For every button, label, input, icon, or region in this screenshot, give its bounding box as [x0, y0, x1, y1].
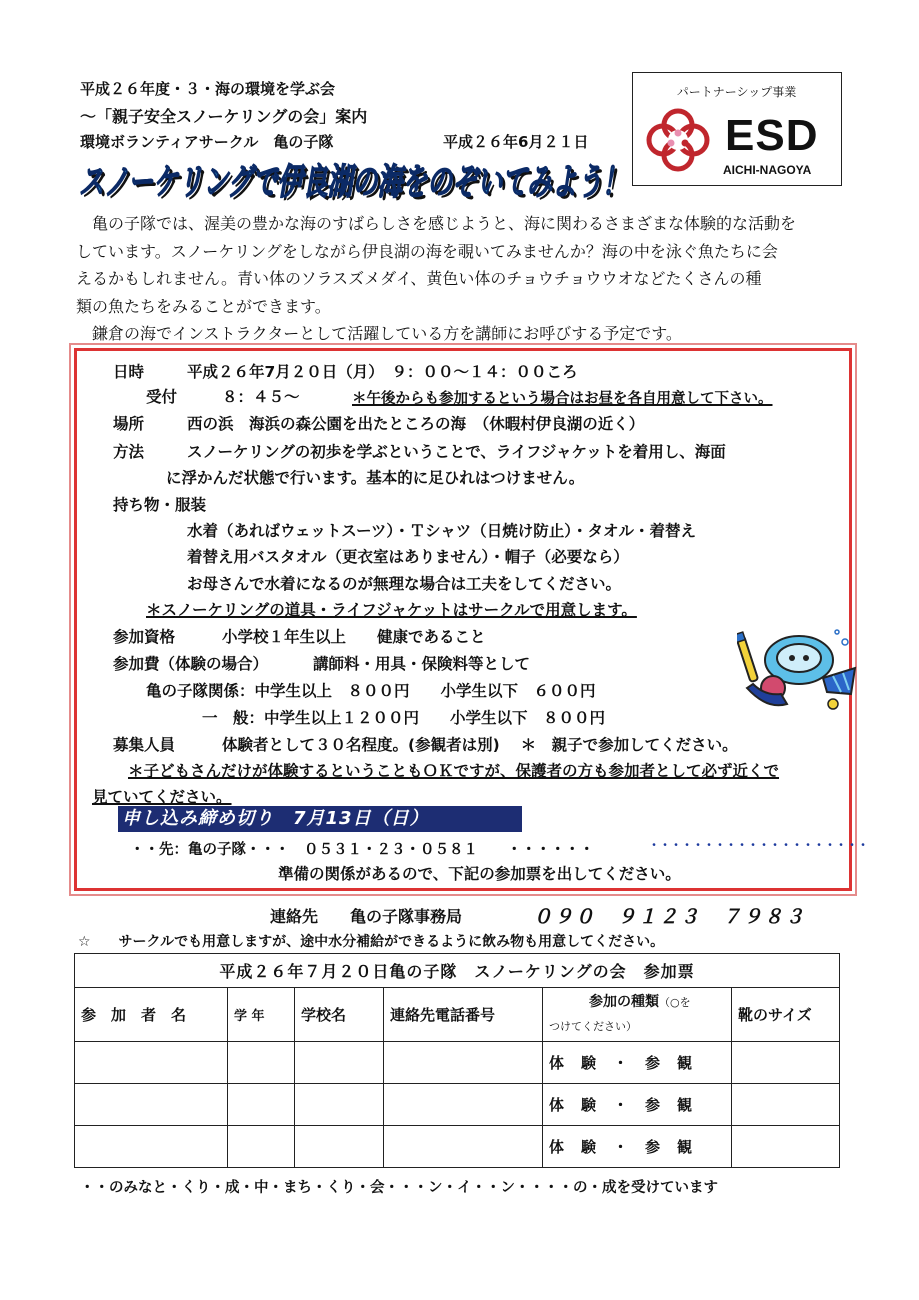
table-row	[75, 1084, 840, 1126]
issue-date: 平成２６年6月２１日	[443, 133, 589, 151]
phone-cell[interactable]	[384, 1084, 543, 1126]
table-row	[75, 1126, 840, 1168]
snorkeler-illustration-icon	[737, 618, 859, 716]
shoe-size-cell[interactable]	[732, 1042, 840, 1084]
participant-name-cell[interactable]	[75, 1042, 228, 1084]
event-subtitle: ～「親子安全スノーケリングの会」案内	[80, 107, 368, 126]
table-row	[75, 1042, 840, 1084]
shoe-size-cell[interactable]	[732, 1084, 840, 1126]
headline-text: スノーケリングで伊良湖の海をのぞいてみよう！	[79, 162, 627, 203]
shoe-size-cell[interactable]	[732, 1126, 840, 1168]
contact-label: 連絡先 亀の子隊事務局	[270, 907, 463, 926]
headline-shadow: スノーケリングで伊良湖の海をのぞいてみよう！	[82, 165, 630, 206]
method-line-1: スノーケリングの初歩を学ぶということで、ライフジャケットを着用し、海面	[187, 443, 726, 461]
child-note-line-1: ＊子どもさんだけが体験するということもＯＫですが、保護者の方も参加者として必ず近くで	[128, 762, 780, 780]
col-shoe-size: 靴のサイズ	[732, 988, 840, 1042]
place-value: 西の浜 海浜の森公園を出たところの海 （休暇村伊良湖の近く）	[187, 415, 645, 433]
school-cell[interactable]	[295, 1084, 384, 1126]
footer-note: ・・のみなと・くり・成・中・まち・くり・会・・・ン・イ・・ン・・・・の・成を受けています	[80, 1180, 718, 1196]
items-line-1: 水着（あればウェットスーツ）・Ｔシャツ（日焼け防止）・タオル・着替え	[187, 522, 697, 540]
kind-cell[interactable]: 体 験 ・ 参 観	[543, 1042, 732, 1084]
kind-head-main: 参加の種類	[589, 994, 659, 1010]
partnership-label: パートナーシップ事業	[676, 85, 797, 99]
eligibility-value: 小学校１年生以上 健康であること	[222, 628, 486, 646]
gear-note: ＊スノーケリングの道具・ライフジャケットはサークルで用意します。	[146, 601, 637, 619]
reception-time: ８：４５～	[222, 388, 300, 406]
col-school: 学校名	[295, 988, 384, 1042]
apply-dots: ・・・・・・・・・・・・・・・・・・・・	[648, 838, 869, 852]
method-line-2: に浮かんだ状態で行います。基本的に足ひれはつけません。	[166, 469, 585, 487]
grade-cell[interactable]	[228, 1126, 295, 1168]
fee-description: 講師料・用具・保険料等として	[313, 655, 531, 673]
date-label: 日時	[113, 363, 145, 381]
phone-cell[interactable]	[384, 1042, 543, 1084]
reception-note: ＊午後からも参加するという場合はお昼を各自用意して下さい。	[352, 391, 773, 407]
headline-banner	[78, 150, 638, 210]
col-participant-name: 参 加 者 名	[75, 988, 228, 1042]
recruit-value: 体験者として３０名程度。(参観者は別) ＊ 親子で参加してください。	[222, 736, 738, 754]
col-phone: 連絡先電話番号	[384, 988, 543, 1042]
items-line-2: 着替え用バスタオル（更衣室はありません）・帽子（必要なら）	[187, 548, 629, 566]
items-label: 持ち物・服装	[113, 496, 207, 514]
grade-cell[interactable]	[228, 1042, 295, 1084]
intro-line-5: 鎌倉の海でインストラクターとして活躍している方を講師にお呼びする予定です。	[92, 324, 682, 343]
intro-paragraph	[76, 210, 846, 348]
fee-general: 一 般：中学生以上１２００円 小学生以下 ８００円	[202, 709, 606, 727]
child-note-line-2: 見ていてください。	[92, 788, 232, 806]
participant-name-cell[interactable]	[75, 1126, 228, 1168]
eligibility-label: 参加資格	[113, 628, 176, 646]
fee-member: 亀の子隊関係：中学生以上 ８００円 小学生以下 ６００円	[146, 682, 596, 700]
esd-region: AICHI-NAGOYA	[723, 163, 812, 177]
items-line-3: お母さんで水着になるのが無理な場合は工夫をしてください。	[187, 575, 622, 593]
drink-note: ☆ サークルでも用意しますが、途中水分補給ができるように飲み物も用意してください。	[78, 934, 665, 950]
fee-label: 参加費（体験の場合）	[113, 655, 269, 673]
intro-line-2: しています。スノーケリングをしながら伊良湖の海を覗いてみませんか？海の中を泳ぐ魚たちに会	[76, 241, 778, 261]
school-cell[interactable]	[295, 1042, 384, 1084]
col-grade: 学 年	[228, 988, 295, 1042]
kind-head-sub: つけてください）	[549, 1020, 637, 1033]
prepare-note: 準備の関係があるので、下記の参加票を出してください。	[278, 865, 681, 883]
participation-form	[74, 953, 840, 1168]
recruit-label: 募集人員	[113, 736, 176, 754]
intro-line-1: 亀の子隊では、渥美の豊かな海のすばらしさを感じようと、海に関わるさまざまな体験的な活動を	[92, 214, 797, 233]
grade-cell[interactable]	[228, 1084, 295, 1126]
esd-logo	[632, 72, 842, 186]
kind-head-small: （○を	[659, 996, 691, 1009]
organizer: 環境ボランティアサークル 亀の子隊	[80, 133, 334, 151]
kind-cell[interactable]: 体 験 ・ 参 観	[543, 1084, 732, 1126]
esd-wordmark: ESD	[725, 111, 819, 160]
place-label: 場所	[113, 415, 145, 433]
reception-label: 受付	[146, 388, 178, 406]
kind-cell[interactable]: 体 験 ・ 参 観	[543, 1126, 732, 1168]
esd-emblem-icon	[645, 107, 711, 173]
event-series-line: 平成２６年度・３・海の環境を学ぶ会	[80, 80, 336, 98]
intro-line-4: 類の魚たちをみることができます。	[76, 296, 331, 316]
date-value: 平成２６年7月２０日（月） ９：００～１４：００ころ	[187, 363, 578, 381]
participant-name-cell[interactable]	[75, 1084, 228, 1126]
phone-cell[interactable]	[384, 1126, 543, 1168]
method-label: 方法	[113, 443, 145, 461]
form-title: 平成２６年７月２０日亀の子隊 スノーケリングの会 参加票	[75, 954, 840, 988]
deadline-banner: 申し込み締め切り 7月13日（日）	[118, 806, 522, 832]
col-participation-kind	[543, 988, 732, 1042]
school-cell[interactable]	[295, 1126, 384, 1168]
intro-line-3: えるかもしれません。青い体のソラスズメダイ、黄色い体のチョウチョウウオなどたくさんの種	[76, 269, 762, 288]
contact-phone: ０９０ ９１２３ ７９８３	[533, 906, 807, 928]
apply-to: ・・先：亀の子隊・・・ ０５３１・２３・０５８１ ・・・・・・	[130, 842, 594, 858]
